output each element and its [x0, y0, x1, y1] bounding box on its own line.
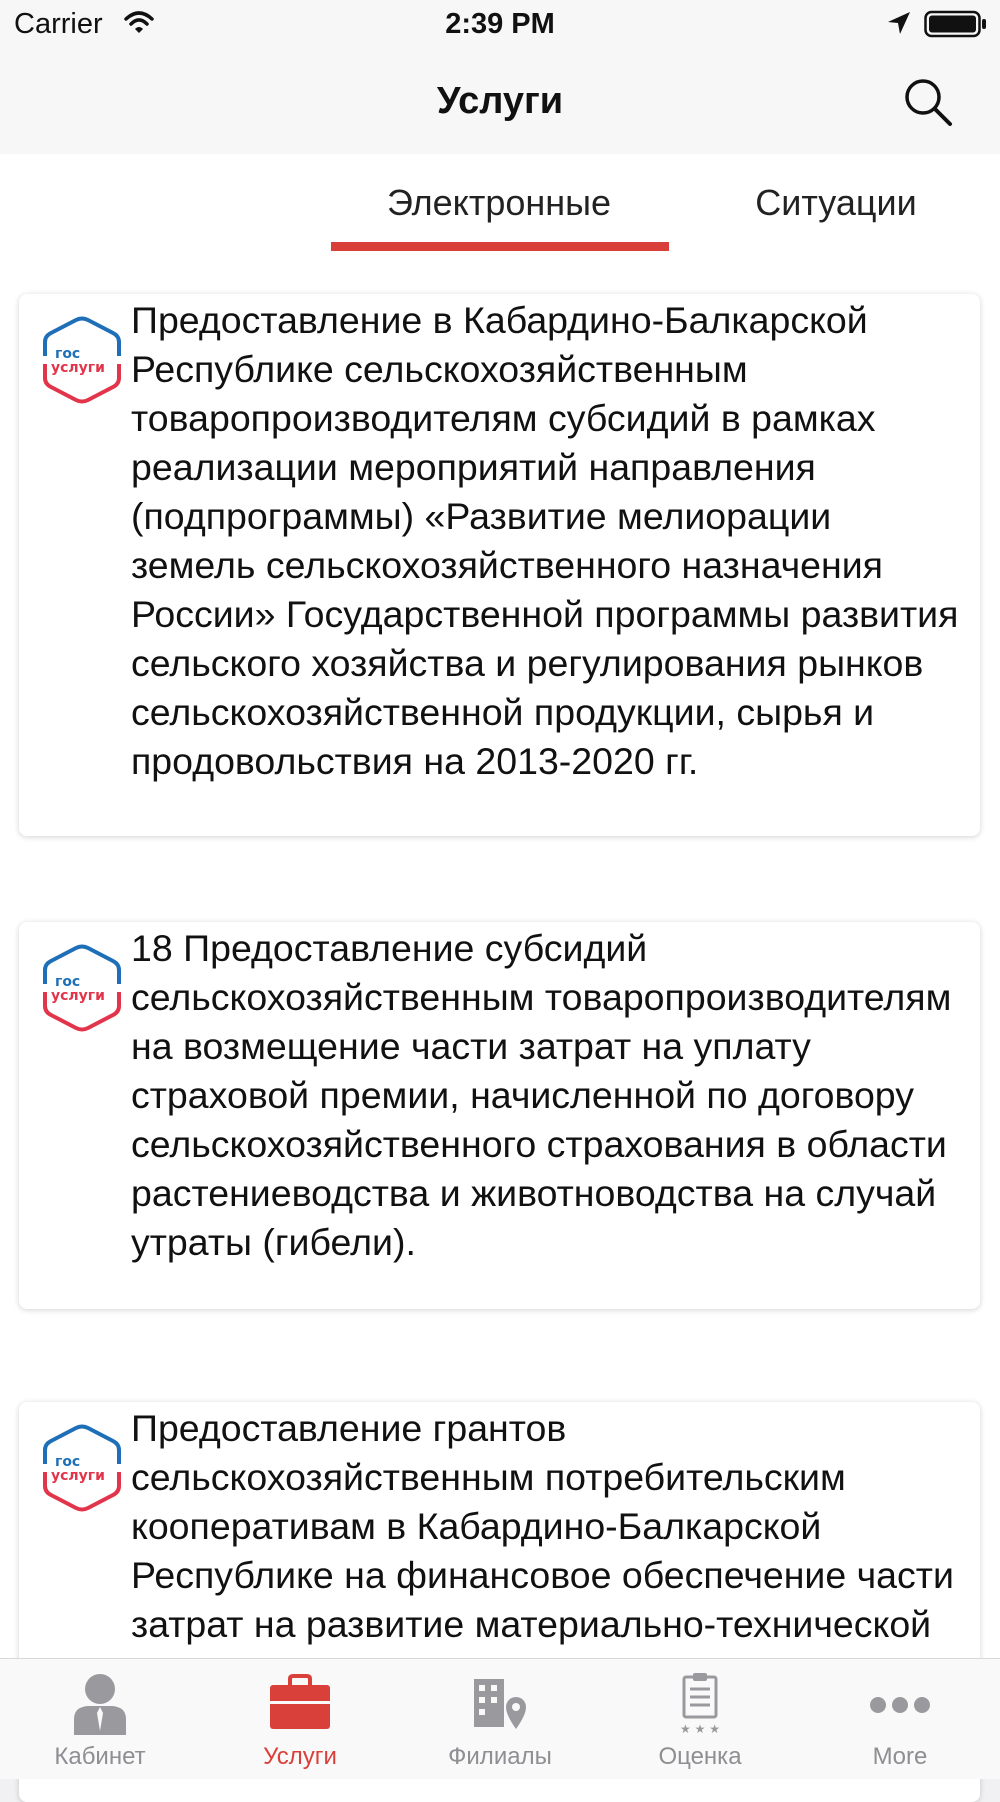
service-title: Предоставление грантов сельскохозяйственным потребительским кооперативам в Кабардино-Балкарской Республике на финансовое обеспечение части затрат на развитие материально-технической [131, 1407, 954, 1645]
svg-text:гос: гос [55, 974, 81, 990]
tab-label: Филиалы [448, 1743, 552, 1770]
service-title: Предоставление в Кабардино-Балкарской Республике сельскохозяйственным товаропроизводителям субсидий в рамках реализации мероприятий направления (подпрограммы) «Развитие мелиорации земель сельскохозяйственного назначения России» Государственной программы развития сельского хозяйства и регулирования рынков сельскохозяйственной продукции, сырья и продовольствия на 2013-2020 гг. [131, 299, 959, 782]
service-title: 18 Предоставление субсидий сельскохозяйственным товаропроизводителям на возмещение части затрат на уплату страховой премии, начисленной по договору сельскохозяйственного страхования в области растениеводства и животноводства на случай утраты (гибели). [131, 927, 952, 1263]
svg-text:гос: гос [55, 346, 81, 362]
search-icon[interactable] [902, 76, 956, 130]
navigation-bar [0, 50, 1000, 154]
clipboard-stars-icon [660, 1671, 740, 1735]
gosuslugi-logo-icon [35, 1424, 129, 1512]
tab-more[interactable] [800, 1659, 1000, 1779]
tab-label: Кабинет [54, 1743, 146, 1770]
status-bar [0, 0, 1000, 50]
tab-cabinet[interactable] [0, 1659, 200, 1779]
service-list[interactable] [0, 254, 1000, 1658]
tab-label: More [872, 1743, 928, 1770]
svg-text:услуги: услуги [51, 360, 105, 376]
tab-situations[interactable]: Ситуации [755, 182, 917, 223]
battery-icon [924, 10, 988, 38]
tab-services[interactable] [200, 1659, 400, 1779]
bottom-tab-bar [0, 1658, 1000, 1779]
svg-text:услуги: услуги [51, 1468, 105, 1484]
service-card[interactable] [19, 294, 980, 836]
active-tab-indicator [331, 242, 669, 251]
tab-label: Услуги [263, 1743, 337, 1770]
tab-electronic[interactable]: Электронные [386, 182, 612, 223]
person-icon [60, 1671, 140, 1735]
tab-branches[interactable] [400, 1659, 600, 1779]
svg-text:★ ★ ★: ★ ★ ★ [680, 1722, 720, 1736]
svg-text:гос: гос [55, 1454, 81, 1470]
location-arrow-icon [886, 10, 912, 44]
briefcase-icon [260, 1671, 340, 1735]
tab-rating[interactable] [600, 1659, 800, 1779]
page-title: Услуги [436, 80, 564, 122]
svg-text:услуги: услуги [51, 988, 105, 1004]
building-pin-icon [460, 1671, 540, 1735]
more-dots-icon [860, 1671, 940, 1735]
service-card[interactable] [19, 922, 980, 1309]
service-tabs [0, 154, 1000, 254]
gosuslugi-logo-icon [35, 944, 129, 1032]
carrier-label: Carrier [14, 8, 103, 40]
tab-label: Оценка [658, 1743, 742, 1770]
clock-time: 2:39 PM [445, 8, 555, 40]
gosuslugi-logo-icon [35, 316, 129, 404]
